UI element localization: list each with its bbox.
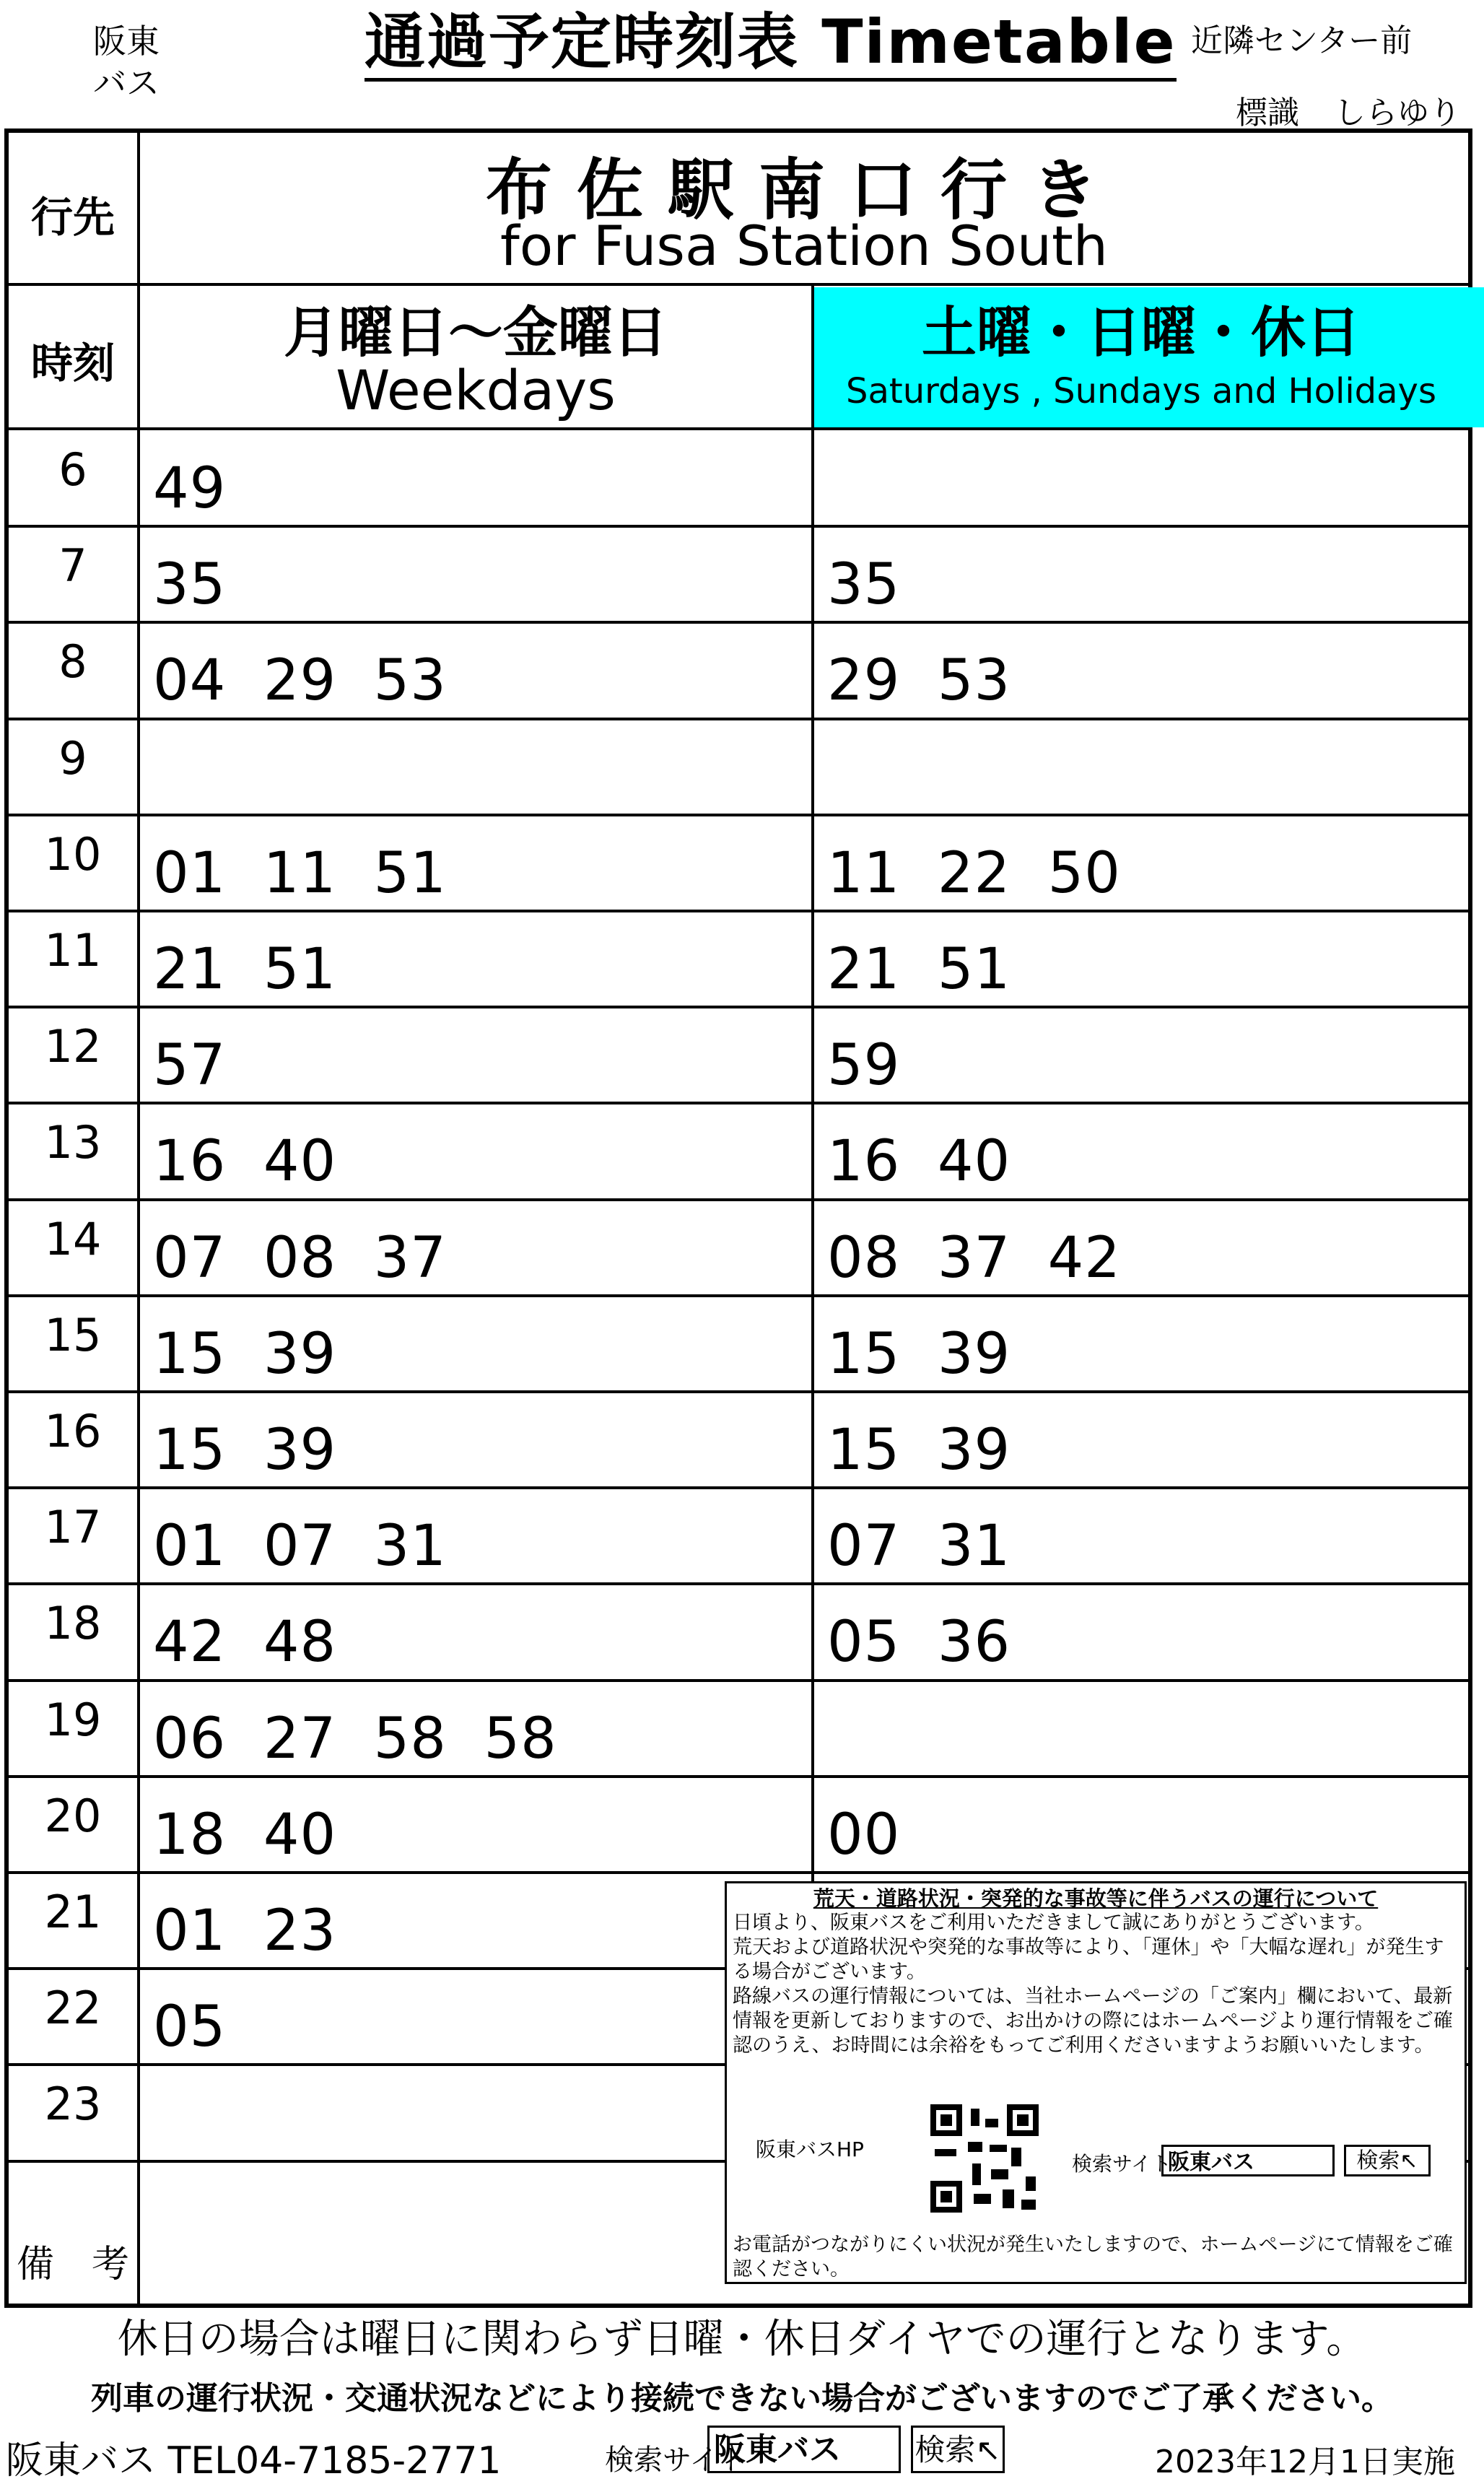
holiday-minutes: 29 53 <box>827 648 1011 714</box>
hour-cell: 7 <box>58 539 87 593</box>
hour-cell: 18 <box>44 1597 102 1650</box>
notice-paragraph-2: 荒天および道路状況や突発的な事故等により、「運休」や「大幅な遅れ」が発生する場合がございます。 <box>733 1936 1444 1983</box>
notice-paragraph-3: 路線バスの運行情報については、当社ホームページの「ご案内」欄において、最新情報を更新しておりますので、お出かけの際にはホームページより運行情報をご確認のうえ、お時間には余裕をもってご利用くださいますようお願いいたします。 <box>733 1985 1453 2057</box>
holiday-minutes: 15 39 <box>827 1321 1011 1387</box>
holiday-minutes: 11 22 50 <box>827 840 1121 906</box>
holiday-header-japanese: 土曜・日曜・休日 <box>922 300 1361 365</box>
hour-cell: 16 <box>44 1405 102 1457</box>
holiday-minutes: 59 <box>827 1033 901 1099</box>
sign-label: 標識 <box>1236 95 1299 131</box>
weekday-header-english: Weekdays <box>336 358 616 422</box>
holiday-minutes: 07 31 <box>827 1514 1011 1579</box>
hour-cell: 22 <box>44 1982 102 2035</box>
weekday-minutes: 15 39 <box>153 1418 337 1483</box>
sign-info <box>1236 87 1461 133</box>
connection-note: 列車の運行状況・交通状況などにより接続できない場合がございますのでご了承ください。 <box>91 2380 1393 2417</box>
hour-cell: 21 <box>44 1886 102 1938</box>
footer-search-button[interactable]: 検索↖ <box>911 2426 1005 2473</box>
weekday-minutes: 06 27 58 58 <box>153 1706 557 1772</box>
hour-cell: 23 <box>44 2078 102 2131</box>
hour-cell: 17 <box>44 1501 102 1554</box>
footer-search-box[interactable]: 阪東バス <box>707 2426 901 2473</box>
holiday-minutes: 08 37 42 <box>827 1225 1121 1291</box>
time-label: 時刻 <box>30 339 115 388</box>
notice-search-button[interactable]: 検索↖ <box>1344 2145 1431 2176</box>
hour-cell: 19 <box>44 1693 102 1746</box>
notice-heading: 荒天・道路状況・突発的な事故等に伴うバスの運行について <box>813 1886 1379 1911</box>
remarks-label: 備 考 <box>16 2243 129 2286</box>
holiday-minutes: 16 40 <box>827 1129 1011 1195</box>
weekday-minutes: 01 11 51 <box>153 840 447 906</box>
weekday-minutes: 05 <box>153 1995 227 2060</box>
cursor-icon: ↖ <box>1400 2148 1418 2174</box>
holiday-minutes: 05 36 <box>827 1610 1011 1675</box>
hour-cell: 11 <box>44 924 102 977</box>
weekday-minutes: 18 40 <box>153 1802 337 1868</box>
hour-cell: 10 <box>44 827 102 881</box>
weekday-minutes: 01 23 <box>153 1899 337 1964</box>
service-notice <box>725 1881 1467 2284</box>
footer-search-label: 検索サイト <box>605 2444 748 2477</box>
qr-code[interactable] <box>930 2104 1039 2213</box>
weekday-minutes: 01 07 31 <box>153 1514 447 1579</box>
holiday-header-english: Saturdays , Sundays and Holidays <box>846 371 1436 411</box>
holiday-minutes: 15 39 <box>827 1418 1011 1483</box>
phone-number: 阪東バス TEL04-7185-2771 <box>6 2439 502 2483</box>
homepage-label: 阪東バスHP <box>756 2137 864 2161</box>
destination-english: for Fusa Station South <box>500 214 1108 278</box>
holiday-note: 休日の場合は曜日に関わらず日曜・休日ダイヤでの運行となります。 <box>117 2316 1367 2363</box>
page-title: 通過予定時刻表 Timetable <box>365 6 1177 82</box>
weekday-header-japanese: 月曜日～金曜日 <box>284 300 668 365</box>
hour-cell: 13 <box>44 1116 102 1169</box>
destination-label: 行先 <box>30 193 115 242</box>
hour-cell: 8 <box>58 635 87 689</box>
notice-paragraph-1: 日頃より、阪東バスをご利用いただきまして誠にありがとうございます。 <box>733 1912 1374 1934</box>
stop-name: 近隣センター前 <box>1191 22 1413 59</box>
company-name: 阪東 バス <box>93 22 160 103</box>
weekday-minutes: 42 48 <box>153 1610 337 1675</box>
weekday-minutes: 57 <box>153 1033 227 1099</box>
weekday-minutes: 49 <box>153 456 227 521</box>
notice-search-box[interactable]: 阪東バス <box>1161 2145 1335 2176</box>
weekday-minutes: 04 29 53 <box>153 648 447 714</box>
cursor-icon: ↖ <box>975 2432 1001 2467</box>
destination-japanese: 布佐駅南口行き <box>485 152 1122 229</box>
holiday-minutes: 00 <box>827 1802 901 1868</box>
weekday-minutes: 35 <box>153 552 227 618</box>
hour-cell: 6 <box>58 443 87 496</box>
notice-search-label: 検索サイト <box>1072 2152 1172 2176</box>
effective-date: 2023年12月1日実施 <box>1155 2444 1455 2480</box>
sign-value: しらゆり <box>1334 95 1461 131</box>
weekday-minutes: 07 08 37 <box>153 1225 447 1291</box>
holiday-minutes: 21 51 <box>827 937 1011 1002</box>
weekday-minutes: 15 39 <box>153 1321 337 1387</box>
hour-cell: 20 <box>44 1789 102 1842</box>
weekday-minutes: 16 40 <box>153 1129 337 1195</box>
notice-footer: お電話がつながりにくい状況が発生いたしますので、ホームページにて情報をご確認ください。 <box>733 2234 1453 2280</box>
hour-cell: 9 <box>58 731 87 785</box>
hour-cell: 14 <box>44 1212 102 1265</box>
holiday-minutes: 35 <box>827 552 901 618</box>
hour-cell: 15 <box>44 1308 102 1361</box>
weekday-minutes: 21 51 <box>153 937 337 1002</box>
hour-cell: 12 <box>44 1020 102 1073</box>
